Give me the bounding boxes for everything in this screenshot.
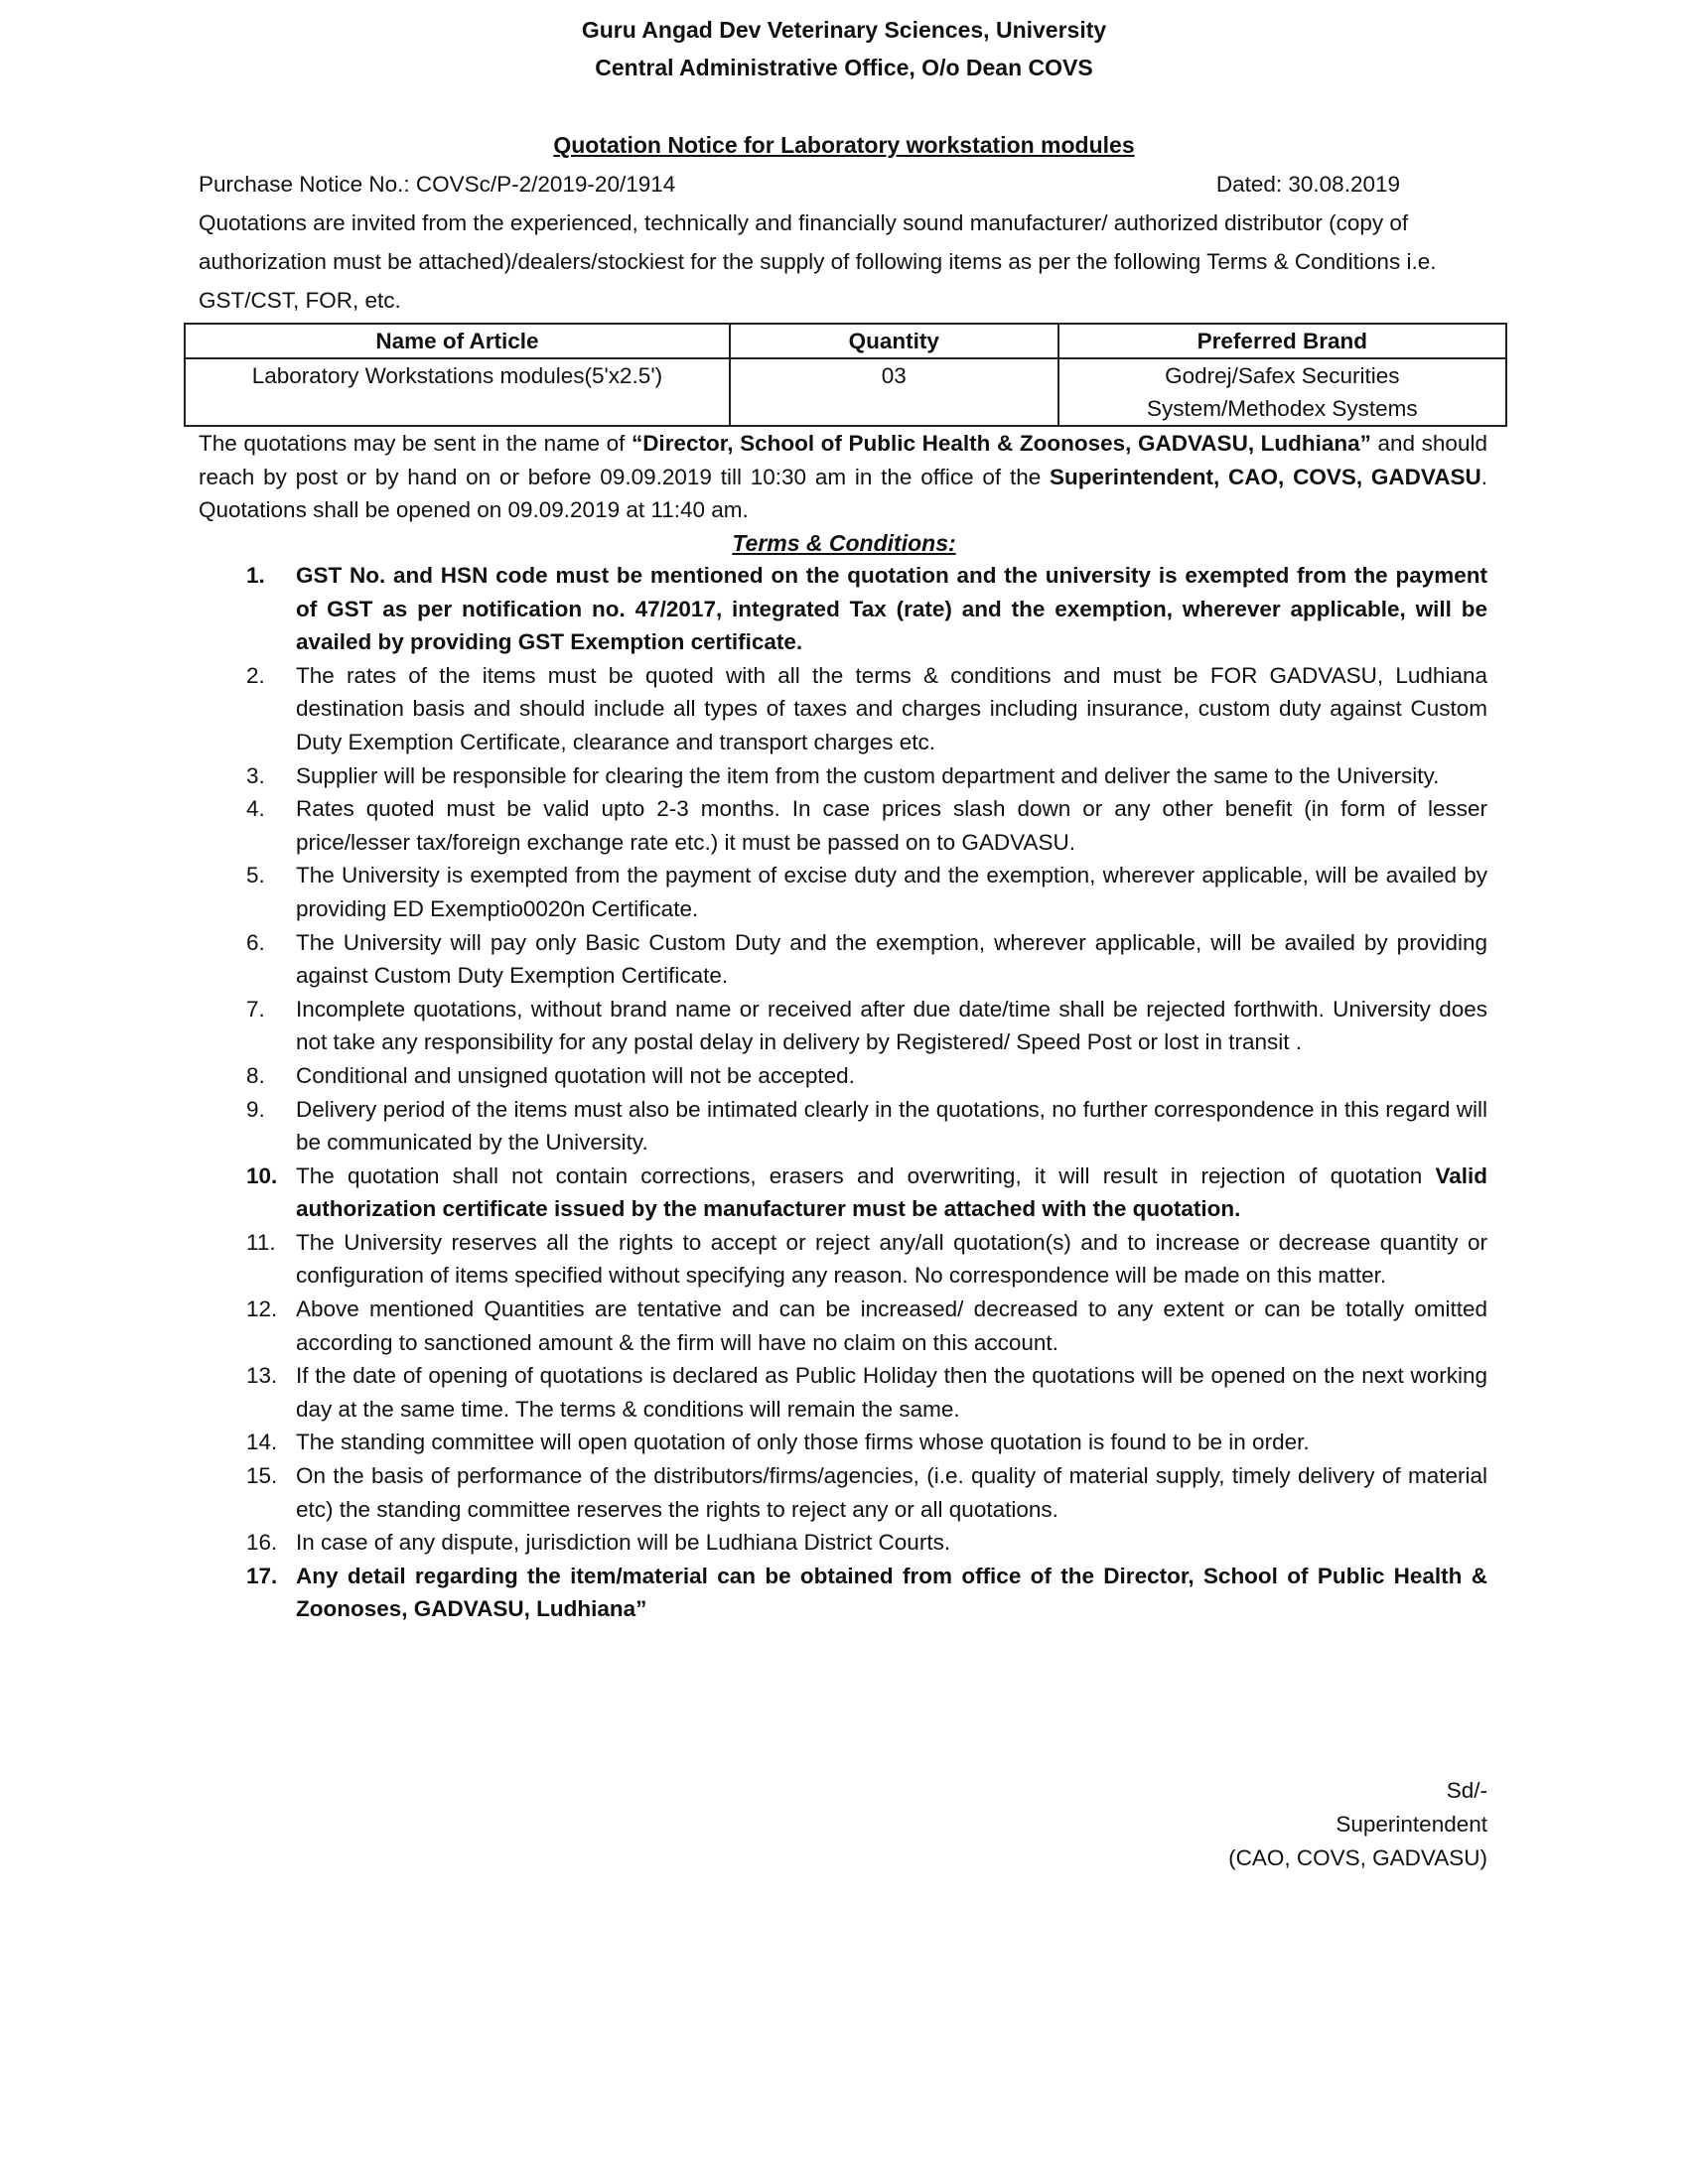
term-number: 2. bbox=[246, 662, 265, 688]
list-item bbox=[0, 1160, 1487, 1226]
term-text: Rates quoted must be valid upto 2-3 months. In case prices slash down or any other benefit (in form of lesser price/lesser tax/foreign exchange rate etc.) it must be passed on to GADVASU. bbox=[296, 796, 1487, 855]
office-name: Central Administrative Office, O/o Dean COVS bbox=[595, 55, 1093, 80]
list-item bbox=[0, 759, 1487, 793]
term-text: Supplier will be responsible for clearing the item from the custom department and deliver the same to the University. bbox=[296, 762, 1440, 788]
notice-reference-line bbox=[199, 168, 1400, 202]
term-text: Delivery period of the items must also be intimated clearly in the quotations, no further correspondence in this regard will be communicated by the University. bbox=[296, 1096, 1487, 1156]
terms-list bbox=[0, 559, 1688, 1626]
term-number: 9. bbox=[246, 1096, 265, 1122]
items-table bbox=[184, 323, 1507, 427]
list-item bbox=[0, 559, 1487, 659]
list-item bbox=[0, 1293, 1487, 1359]
table-row bbox=[185, 358, 1506, 426]
cell-quantity: 03 bbox=[730, 358, 1058, 426]
list-item bbox=[0, 993, 1487, 1059]
term-text: If the date of opening of quotations is declared as Public Holiday then the quotations will be opened on the next working day at the same time. The terms & conditions will remain the same. bbox=[296, 1363, 1487, 1422]
term-number: 6. bbox=[246, 929, 265, 955]
list-item bbox=[0, 1526, 1487, 1560]
list-item bbox=[0, 1560, 1487, 1626]
term-number: 16. bbox=[246, 1530, 278, 1556]
notice-date: Dated: 30.08.2019 bbox=[1215, 172, 1400, 197]
signature-designation: Superintendent bbox=[1336, 1812, 1487, 1837]
submission-paragraph bbox=[199, 427, 1487, 527]
list-item bbox=[0, 659, 1487, 759]
term-text: Incomplete quotations, without brand name or received after due date/time shall be rejected forthwith. University does not take any responsibility for any postal delay in delivery by Registered/ Speed Post or lost in transit . bbox=[296, 996, 1487, 1055]
term-text: Above mentioned Quantities are tentative and can be increased/ decreased to any extent or can be totally omitted according to sanctioned amount & the firm will have no claim on this account. bbox=[296, 1297, 1487, 1355]
term-number: 3. bbox=[246, 762, 265, 788]
term-bold-text: Valid authorization certificate issued by the manufacturer must be attached with the quotation. bbox=[296, 1162, 1487, 1222]
submission-office: Superintendent, CAO, COVS, GADVASU bbox=[1050, 464, 1481, 489]
list-item bbox=[0, 926, 1487, 993]
term-text: Any detail regarding the item/material can be obtained from office of the Director, School of Public Health & Zoonoses, GADVASU, Ludhiana” bbox=[296, 1563, 1487, 1622]
term-text: The quotation shall not contain corrections, erasers and overwriting, it will result in rejection of quotation bbox=[296, 1162, 1423, 1188]
submission-text-3: . Quotations shall be opened on 09.09.2019 at 11:40 am. bbox=[199, 464, 1488, 522]
list-item bbox=[0, 1093, 1487, 1160]
list-item bbox=[0, 1426, 1487, 1459]
term-number: 13. bbox=[246, 1363, 278, 1389]
list-item bbox=[0, 1359, 1487, 1426]
term-text: The University will pay only Basic Custom Duty and the exemption, wherever applicable, will be availed by providing against Custom Duty Exemption Certificate. bbox=[296, 929, 1487, 989]
term-text: Conditional and unsigned quotation will not be accepted. bbox=[296, 1062, 855, 1088]
cell-article: Laboratory Workstations modules(5'x2.5') bbox=[185, 358, 730, 426]
term-text: The University reserves all the rights to accept or reject any/all quotation(s) and to increase or decrease quantity or configuration of items specified without specifying any reason. No correspondence will be made on this matter. bbox=[296, 1229, 1487, 1289]
list-item bbox=[0, 1059, 1487, 1093]
term-number: 12. bbox=[246, 1297, 278, 1322]
table-header-row bbox=[185, 324, 1506, 358]
list-item bbox=[0, 1226, 1487, 1293]
submission-text-1: The quotations may be sent in the name of bbox=[199, 431, 632, 456]
intro-paragraph: Quotations are invited from the experienced, technically and financially sound manufacturer/ authorized distributor (copy of authorization must be attached)/dealers/stockiest for the supply of following items as per the following Terms & Conditions i.e. GST/CST, FOR, etc. bbox=[199, 210, 1437, 313]
term-number: 14. bbox=[246, 1430, 278, 1455]
term-text: The rates of the items must be quoted with all the terms & conditions and must be FOR GADVASU, Ludhiana destination basis and should include all types of taxes and charges including insurance, custom duty against Custom Duty Exemption Certificate, clearance and transport charges etc. bbox=[296, 662, 1487, 754]
term-text: GST No. and HSN code must be mentioned on the quotation and the university is exempted from the payment of GST as per notification no. 47/2017, integrated Tax (rate) and the exemption, wherever applicable, will be availed by providing GST Exemption certificate. bbox=[296, 563, 1487, 655]
term-text: On the basis of performance of the distributors/firms/agencies, (i.e. quality of material supply, timely delivery of material etc) the standing committee reserves the rights to reject any or all quotations. bbox=[296, 1463, 1487, 1522]
purchase-notice-number: Purchase Notice No.: COVSc/P-2/2019-20/1914 bbox=[199, 172, 676, 197]
header-preferred-brand: Preferred Brand bbox=[1058, 324, 1506, 358]
signature-sd: Sd/- bbox=[1446, 1778, 1487, 1803]
term-number: 7. bbox=[246, 996, 265, 1022]
signature-office: (CAO, COVS, GADVASU) bbox=[1228, 1845, 1487, 1870]
term-number: 11. bbox=[246, 1229, 276, 1255]
cell-brand: Godrej/Safex Securities System/Methodex Systems bbox=[1058, 358, 1506, 426]
header-quantity: Quantity bbox=[730, 324, 1058, 358]
list-item bbox=[0, 792, 1487, 859]
notice-title: Quotation Notice for Laboratory workstation modules bbox=[553, 132, 1135, 158]
submission-addressee: “Director, School of Public Health & Zoonoses, GADVASU, Ludhiana” bbox=[631, 431, 1371, 456]
term-number: 17. bbox=[246, 1563, 278, 1588]
submission-text-2: and should reach by post or by hand on or before 09.09.2019 till 10:30 am in the office of the bbox=[199, 431, 1487, 489]
terms-heading: Terms & Conditions: bbox=[732, 530, 956, 556]
term-number: 10. bbox=[246, 1162, 278, 1188]
term-number: 1. bbox=[246, 563, 265, 588]
term-number: 15. bbox=[246, 1463, 278, 1489]
term-text: In case of any dispute, jurisdiction will be Ludhiana District Courts. bbox=[296, 1530, 951, 1556]
term-text: The standing committee will open quotation of only those firms whose quotation is found to be in order. bbox=[296, 1430, 1310, 1455]
list-item bbox=[0, 859, 1487, 925]
term-number: 4. bbox=[246, 796, 265, 822]
term-text: The University is exempted from the payment of excise duty and the exemption, wherever applicable, will be availed by providing ED Exemptio0020n Certificate. bbox=[296, 863, 1487, 921]
header-name-of-article: Name of Article bbox=[185, 324, 730, 358]
signature-block bbox=[1228, 1774, 1487, 1875]
term-number: 8. bbox=[246, 1062, 265, 1088]
list-item bbox=[0, 1459, 1487, 1526]
term-number: 5. bbox=[246, 863, 265, 888]
university-name: Guru Angad Dev Veterinary Sciences, University bbox=[581, 17, 1107, 43]
